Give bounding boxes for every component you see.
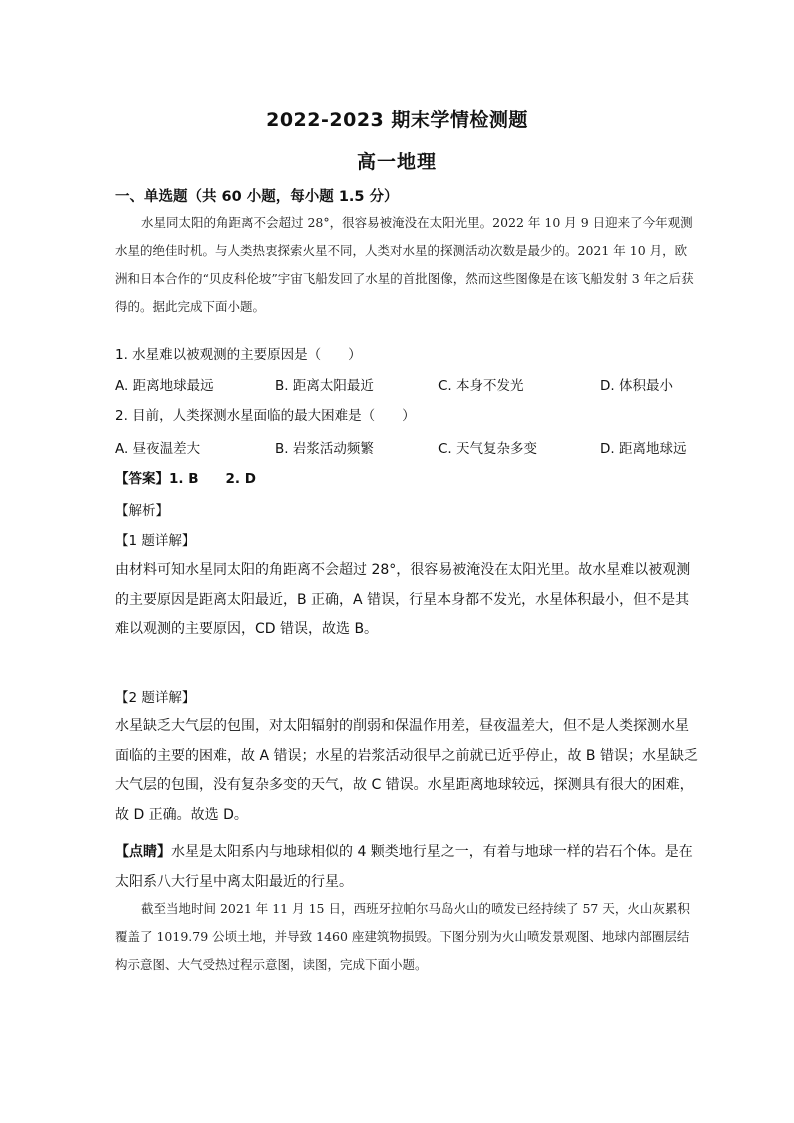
answer-label: 【答案】 [115,471,169,487]
tip-paragraph [115,838,699,897]
question-2-option-c: C. 天气复杂多变 [438,441,538,457]
answer-items: 1. B 2. D [169,471,256,487]
tip-text: 水星是太阳系内与地球相似的 4 颗类地行星之一，有着与地球一样的岩石个体。是在太阳系八大行星中离太阳最近的行星。 [115,844,693,890]
detail-1-text: 由材料可知水星同太阳的角距离不会超过 28°，很容易被淹没在太阳光里。故水星难以被观测的主要原因是距离太阳最近，B 正确，A 错误，行星本身都不发光，水星体积最小，但不是其难以观测的主要原因，CD 错误，故选 B。 [115,562,691,637]
question-2-stem: 2. 目前，人类探测水星面临的最大困难是（ ） [115,408,416,424]
detail-1-label: 【1 题详解】 [115,533,196,549]
question-1-option-d: D. 体积最小 [600,378,673,394]
question-1-option-b: B. 距离太阳最近 [275,378,374,394]
analysis-label: 【解析】 [115,503,169,519]
answer-line [115,467,256,487]
exam-title: 2022-2023 期末学情检测题 [266,109,528,131]
question-2-option-a: A. 昼夜温差大 [115,441,201,457]
passage-mercury: 水星同太阳的角距离不会超过 28°，很容易被淹没在太阳光里。2022 年 10 月 9 日迎来了今年观测水星的绝佳时机。与人类热衷探索火星不同，人类对水星的探测活动次数是最少的。2021 年 10 月，欧洲和日本合作的“贝皮科伦坡”宇宙飞船发回了水星的首批图像，然而这些图像是在该飞船发射 3 年之后获得的。据此完成下面小题。 [115,215,694,314]
question-2-option-d: D. 距离地球远 [600,441,687,457]
section-heading: 一、单选题（共 60 小题，每小题 1.5 分） [115,189,399,205]
question-1-stem: 1. 水星难以被观测的主要原因是（ ） [115,347,362,363]
question-2-option-b: B. 岩浆活动频繁 [275,441,374,457]
detail-2-text: 水星缺乏大气层的包围，对太阳辐射的削弱和保温作用差，昼夜温差大，但不是人类探测水星面临的主要的困难，故 A 错误；水星的岩浆活动很早之前就已近乎停止，故 B 错误；水星缺乏大气层的包围，没有复杂多变的天气，故 C 错误。水星距离地球较远，探测具有很大的困难，故 D 正确。故选 D。 [115,718,698,823]
tip-label: 【点睛】 [115,844,171,860]
subject-title: 高一地理 [356,151,437,173]
question-1-option-c: C. 本身不发光 [438,378,524,394]
passage-volcano: 截至当地时间 2021 年 11 月 15 日，西班牙拉帕尔马岛火山的喷发已经持续了 57 天，火山灰累积覆盖了 1019.79 公顷土地，并导致 1460 座建筑物损毁。下图分别为火山喷发景观图、地球内部圈层结构示意图、大气受热过程示意图，读图，完成下面小题。 [115,901,690,972]
detail-2-label: 【2 题详解】 [115,690,196,706]
question-1-option-a: A. 距离地球最远 [115,378,214,394]
